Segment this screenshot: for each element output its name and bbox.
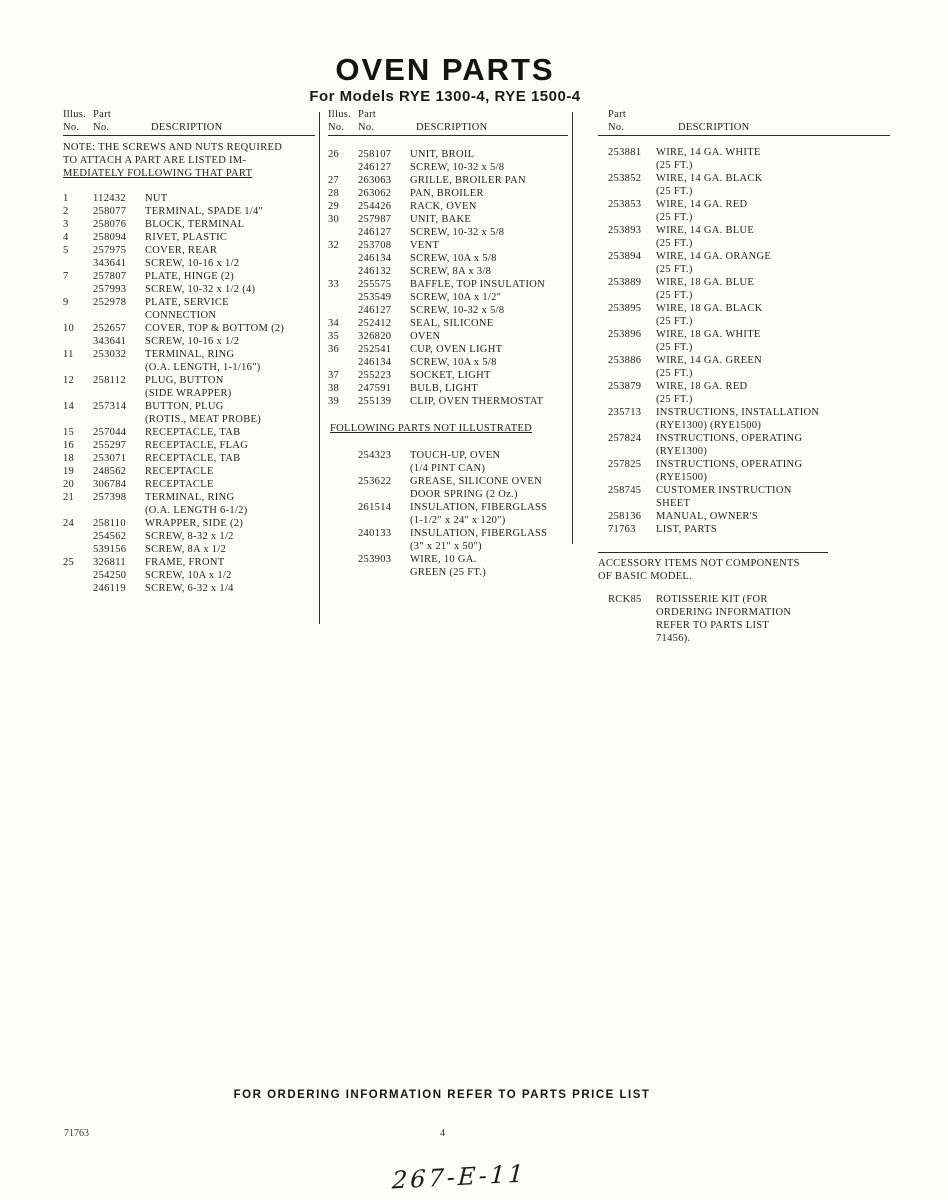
part-row (598, 250, 890, 276)
part-row (63, 205, 315, 218)
illus-no: 39 (328, 396, 340, 407)
part-row (328, 382, 568, 395)
part-row (328, 226, 568, 239)
illus-no: 4 (63, 232, 69, 243)
part-row (328, 449, 568, 475)
part-no: 258110 (93, 518, 126, 529)
description: VENT (410, 240, 440, 251)
part-no: 258112 (93, 375, 126, 386)
part-row (598, 198, 890, 224)
note-line: TO ATTACH A PART ARE LISTED IM- (63, 155, 247, 166)
accessory-heading-line: OF BASIC MODEL. (598, 571, 693, 582)
part-row (328, 291, 568, 304)
description: TERMINAL, SPADE 1/4" (145, 206, 264, 217)
part-row (598, 354, 890, 380)
part-no: 257314 (93, 401, 127, 412)
part-no: 257824 (608, 433, 642, 444)
page-title: OVEN PARTS (335, 52, 555, 87)
handwritten-mark: 267-E-11 (391, 1159, 528, 1195)
description: WIRE, 18 GA. BLUE (25 FT.) (656, 277, 755, 301)
part-no: 246127 (358, 305, 392, 316)
part-no: 252978 (93, 297, 127, 308)
part-row (598, 172, 890, 198)
description: SCREW, 10A x 5/8 (410, 253, 497, 264)
part-row (328, 527, 568, 553)
part-row (328, 330, 568, 343)
part-row (63, 283, 315, 296)
part-no: 253886 (608, 355, 642, 366)
part-no: 254426 (358, 201, 392, 212)
description: SEAL, SILICONE (410, 318, 494, 329)
illus-no: 19 (63, 466, 75, 477)
part-no: 240133 (358, 528, 392, 539)
part-row (63, 218, 315, 231)
part-row (63, 400, 315, 426)
description: SOCKET, LIGHT (410, 370, 491, 381)
part-no: 257975 (93, 245, 127, 256)
part-no: 343641 (93, 258, 127, 269)
description: FRAME, FRONT (145, 557, 225, 568)
description: WIRE, 10 GA. GREEN (25 FT.) (410, 554, 487, 578)
parts-list-left (63, 192, 315, 595)
illus-header-label: Illus. (328, 109, 352, 120)
description: WIRE, 18 GA. WHITE (25 FT.) (656, 329, 761, 353)
part-row (598, 328, 890, 354)
part-no: 252412 (358, 318, 392, 329)
accessory-list (598, 593, 828, 645)
part-no: 539156 (93, 544, 127, 555)
part-no: 343641 (93, 336, 127, 347)
part-row (328, 343, 568, 356)
description: PAN, BROILER (410, 188, 484, 199)
part-row (63, 530, 315, 543)
part-no: 257398 (93, 492, 127, 503)
illus-no: 33 (328, 279, 340, 290)
illus-no: 15 (63, 427, 75, 438)
description: NUT (145, 193, 168, 204)
description: GREASE, SILICONE OVEN DOOR SPRING (2 Oz.) (410, 476, 543, 500)
part-row (63, 374, 315, 400)
part-row (328, 278, 568, 291)
part-row (63, 543, 315, 556)
part-no: 258745 (608, 485, 642, 496)
illus-no: 32 (328, 240, 340, 251)
part-row (598, 224, 890, 250)
part-no-label: No. (93, 122, 110, 133)
part-row (328, 317, 568, 330)
part-no: 253893 (608, 225, 642, 236)
part-no: 246127 (358, 162, 392, 173)
part-no: 263062 (358, 188, 392, 199)
illus-no: 2 (63, 206, 69, 217)
part-no: 235713 (608, 407, 642, 418)
part-row (328, 304, 568, 317)
part-row (598, 432, 890, 458)
part-no: 263063 (358, 175, 392, 186)
part-row (328, 356, 568, 369)
description: TERMINAL, RING (O.A. LENGTH, 1-1/16") (145, 349, 261, 373)
accessory-section (598, 552, 828, 645)
illus-no: 10 (63, 323, 75, 334)
part-row (63, 231, 315, 244)
description: INSTRUCTIONS, INSTALLATION (RYE1300) (RYE1500) (656, 407, 820, 431)
part-no: 112432 (93, 193, 126, 204)
description: SCREW, 10-16 x 1/2 (145, 258, 240, 269)
part-row (598, 146, 890, 172)
part-no: 252657 (93, 323, 127, 334)
illus-no: 36 (328, 344, 340, 355)
part-row (63, 335, 315, 348)
illus-no: 1 (63, 193, 69, 204)
part-no: 253622 (358, 476, 392, 487)
illus-no: 3 (63, 219, 69, 230)
part-no: 253852 (608, 173, 642, 184)
description: PLATE, HINGE (2) (145, 271, 235, 282)
description: WRAPPER, SIDE (2) (145, 518, 244, 529)
part-no: 247591 (358, 383, 392, 394)
description: SCREW, 10A x 5/8 (410, 357, 497, 368)
parts-column-middle (328, 108, 568, 579)
part-row (598, 593, 828, 645)
part-row (63, 322, 315, 335)
screws-note (63, 141, 315, 180)
illus-no: 35 (328, 331, 340, 342)
column-header-right (598, 108, 890, 136)
parts-list-middle (328, 148, 568, 408)
part-row (63, 257, 315, 270)
part-no: 253895 (608, 303, 642, 314)
part-row (328, 200, 568, 213)
illus-no: 38 (328, 383, 340, 394)
part-no: 258076 (93, 219, 127, 230)
part-row (598, 380, 890, 406)
column-divider-line (572, 112, 573, 544)
description: INSULATION, FIBERGLASS (1-1/2" x 24" x 120") (410, 502, 548, 526)
part-row (63, 569, 315, 582)
part-no: 246132 (358, 266, 392, 277)
description: WIRE, 18 GA. RED (25 FT.) (656, 381, 748, 405)
page-number: 4 (440, 1128, 445, 1139)
illus-no: 24 (63, 518, 75, 529)
illus-no: 18 (63, 453, 75, 464)
description: RECEPTACLE (145, 466, 214, 477)
part-row (328, 187, 568, 200)
description: SCREW, 8A x 3/8 (410, 266, 492, 277)
part-no: RCK85 (608, 594, 642, 605)
part-no: 253894 (608, 251, 642, 262)
part-no: 253071 (93, 453, 127, 464)
part-no: 246134 (358, 253, 392, 264)
description: MANUAL, OWNER'S (656, 511, 759, 522)
description: SCREW, 10-32 x 1/2 (4) (145, 284, 256, 295)
illus-no: 27 (328, 175, 340, 186)
part-row (328, 395, 568, 408)
description: BULB, LIGHT (410, 383, 479, 394)
part-row (328, 148, 568, 161)
part-no: 326811 (93, 557, 126, 568)
description: INSTRUCTIONS, OPERATING (RYE1500) (656, 459, 803, 483)
part-row (63, 192, 315, 205)
part-row (598, 458, 890, 484)
part-no: 248562 (93, 466, 127, 477)
description: GRILLE, BROILER PAN (410, 175, 526, 186)
part-row (63, 582, 315, 595)
part-no: 71763 (608, 524, 636, 535)
part-no: 258094 (93, 232, 127, 243)
part-no: 255139 (358, 396, 392, 407)
description: PLATE, SERVICE CONNECTION (145, 297, 229, 321)
illus-no: 14 (63, 401, 75, 412)
not-illustrated-list (328, 449, 568, 579)
part-no: 246127 (358, 227, 392, 238)
part-row (328, 501, 568, 527)
part-no: 257044 (93, 427, 127, 438)
description: CLIP, OVEN THERMOSTAT (410, 396, 544, 407)
description-label: DESCRIPTION (151, 122, 223, 133)
part-header-label: Part (93, 109, 112, 120)
part-row (328, 161, 568, 174)
illus-no: 11 (63, 349, 74, 360)
description: BLOCK, TERMINAL (145, 219, 245, 230)
part-row (598, 406, 890, 432)
illus-no: 9 (63, 297, 69, 308)
part-no: 246119 (93, 583, 126, 594)
description: WIRE, 14 GA. ORANGE (25 FT.) (656, 251, 772, 275)
note-line: MEDIATELY FOLLOWING THAT PART (63, 168, 253, 179)
description: CUP, OVEN LIGHT (410, 344, 503, 355)
illus-no: 34 (328, 318, 340, 329)
part-row (328, 213, 568, 226)
part-no: 254250 (93, 570, 127, 581)
description: SCREW, 8A x 1/2 (145, 544, 227, 555)
description: WIRE, 14 GA. WHITE (25 FT.) (656, 147, 761, 171)
description: RACK, OVEN (410, 201, 477, 212)
part-header-label: Part (358, 109, 377, 120)
part-no: 253879 (608, 381, 642, 392)
description: COVER, REAR (145, 245, 218, 256)
part-row (63, 426, 315, 439)
part-no: 253032 (93, 349, 127, 360)
part-row (598, 302, 890, 328)
description: BUTTON, PLUG (ROTIS., MEAT PROBE) (145, 401, 262, 425)
illus-no: 5 (63, 245, 69, 256)
part-row (63, 296, 315, 322)
footer-note: FOR ORDERING INFORMATION REFER TO PARTS PRICE LIST (233, 1089, 651, 1101)
part-row (328, 553, 568, 579)
description: WIRE, 14 GA. RED (25 FT.) (656, 199, 748, 223)
part-no: 254323 (358, 450, 392, 461)
description: WIRE, 14 GA. BLACK (25 FT.) (656, 173, 763, 197)
description: COVER, TOP & BOTTOM (2) (145, 323, 285, 334)
illus-no: 37 (328, 370, 340, 381)
description: TOUCH-UP, OVEN (1/4 PINT CAN) (410, 450, 501, 474)
part-row (63, 517, 315, 530)
part-row (63, 270, 315, 283)
part-row (328, 475, 568, 501)
part-no: 253549 (358, 292, 392, 303)
column-header-left (63, 108, 315, 136)
part-row (328, 239, 568, 252)
illus-no: 21 (63, 492, 75, 503)
part-no: 253853 (608, 199, 642, 210)
description: BAFFLE, TOP INSULATION (410, 279, 546, 290)
part-row (63, 348, 315, 374)
part-no: 258077 (93, 206, 127, 217)
part-row (63, 244, 315, 257)
description: SCREW, 6-32 x 1/4 (145, 583, 234, 594)
part-no-label: No. (608, 122, 625, 133)
description: WIRE, 14 GA. BLUE (25 FT.) (656, 225, 755, 249)
parts-column-right (598, 108, 890, 645)
part-row (328, 252, 568, 265)
illus-no: 26 (328, 149, 340, 160)
part-row (328, 369, 568, 382)
part-no: 257807 (93, 271, 127, 282)
description: OVEN (410, 331, 441, 342)
description: ROTISSERIE KIT (FOR ORDERING INFORMATION REFER TO PARTS LIST 71456). (656, 594, 792, 644)
description: INSULATION, FIBERGLASS (3" x 21" x 50") (410, 528, 548, 552)
part-no: 255297 (93, 440, 127, 451)
part-no-label: No. (358, 122, 375, 133)
illus-no: 12 (63, 375, 75, 386)
description: SCREW, 10-32 x 5/8 (410, 227, 505, 238)
description: SCREW, 10A x 1/2 (145, 570, 232, 581)
illus-no-label: No. (63, 122, 80, 133)
description: SCREW, 10A x 1/2" (410, 292, 502, 303)
part-row (598, 523, 890, 536)
description-label: DESCRIPTION (678, 122, 750, 133)
part-no: 257825 (608, 459, 642, 470)
note-line: NOTE: THE SCREWS AND NUTS REQUIRED (63, 142, 283, 153)
part-no: 326820 (358, 331, 392, 342)
part-row (63, 439, 315, 452)
description: TERMINAL, RING (O.A. LENGTH 6-1/2) (145, 492, 248, 516)
column-divider-line (319, 112, 320, 624)
illus-no: 20 (63, 479, 75, 490)
description: WIRE, 14 GA. GREEN (25 FT.) (656, 355, 763, 379)
description: SCREW, 8-32 x 1/2 (145, 531, 234, 542)
description-label: DESCRIPTION (416, 122, 488, 133)
description: SCREW, 10-16 x 1/2 (145, 336, 240, 347)
part-row (63, 452, 315, 465)
part-header-label: Part (608, 109, 627, 120)
illus-no: 25 (63, 557, 75, 568)
part-no: 306784 (93, 479, 127, 490)
description: INSTRUCTIONS, OPERATING (RYE1300) (656, 433, 803, 457)
part-no: 253708 (358, 240, 392, 251)
description: PLUG, BUTTON (SIDE WRAPPER) (145, 375, 232, 399)
parts-column-left (63, 108, 315, 595)
description: LIST, PARTS (656, 524, 718, 535)
part-no: 253896 (608, 329, 642, 340)
model-subtitle: For Models RYE 1300-4, RYE 1500-4 (309, 88, 581, 105)
part-no: 255575 (358, 279, 392, 290)
description: CUSTOMER INSTRUCTION SHEET (656, 485, 792, 509)
doc-number: 71763 (64, 1128, 89, 1139)
part-no: 253889 (608, 277, 642, 288)
parts-list-right (598, 146, 890, 536)
description: WIRE, 18 GA. BLACK (25 FT.) (656, 303, 763, 327)
part-row (63, 478, 315, 491)
description: RECEPTACLE, FLAG (145, 440, 249, 451)
description: RECEPTACLE, TAB (145, 453, 241, 464)
illus-no-label: No. (328, 122, 345, 133)
not-illustrated-heading: FOLLOWING PARTS NOT ILLUSTRATED (330, 423, 533, 434)
accessory-heading (598, 557, 828, 583)
illus-no: 16 (63, 440, 75, 451)
part-no: 254562 (93, 531, 127, 542)
part-row (328, 265, 568, 278)
illus-no: 28 (328, 188, 340, 199)
part-row (63, 556, 315, 569)
description: SCREW, 10-32 x 5/8 (410, 162, 505, 173)
part-no: 257987 (358, 214, 392, 225)
illus-no: 29 (328, 201, 340, 212)
part-no: 252541 (358, 344, 392, 355)
illus-no: 30 (328, 214, 340, 225)
illus-header-label: Illus. (63, 109, 87, 120)
part-no: 255223 (358, 370, 392, 381)
description: RECEPTACLE (145, 479, 214, 490)
part-row (598, 276, 890, 302)
part-row (598, 510, 890, 523)
part-no: 258107 (358, 149, 392, 160)
part-row (63, 491, 315, 517)
description: UNIT, BAKE (410, 214, 472, 225)
part-no: 261514 (358, 502, 392, 513)
description: UNIT, BROIL (410, 149, 475, 160)
column-header-middle (328, 108, 568, 136)
description: RIVET, PLASTIC (145, 232, 228, 243)
part-no: 246134 (358, 357, 392, 368)
accessory-heading-line: ACCESSORY ITEMS NOT COMPONENTS (598, 558, 800, 569)
part-row (598, 484, 890, 510)
illus-no: 7 (63, 271, 69, 282)
part-row (328, 174, 568, 187)
part-row (63, 465, 315, 478)
description: RECEPTACLE, TAB (145, 427, 241, 438)
part-no: 253881 (608, 147, 642, 158)
part-no: 257993 (93, 284, 127, 295)
part-no: 253903 (358, 554, 392, 565)
part-no: 258136 (608, 511, 642, 522)
description: SCREW, 10-32 x 5/8 (410, 305, 505, 316)
